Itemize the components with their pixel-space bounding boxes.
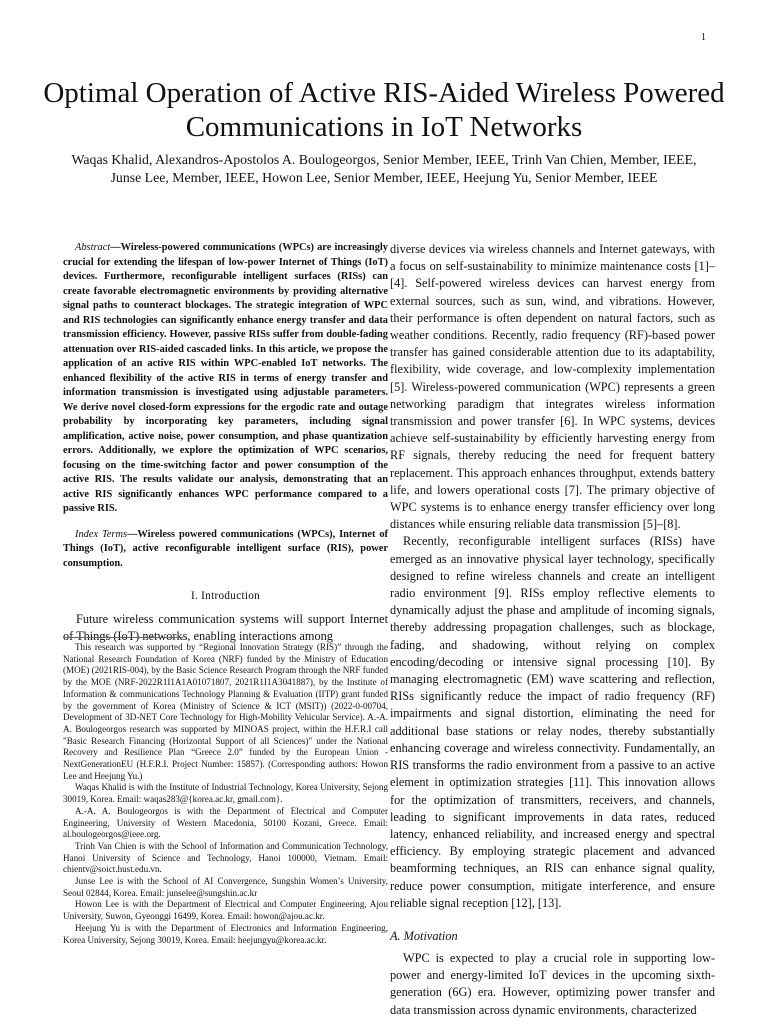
index-terms [63, 528, 388, 572]
footnote-funding: This research was supported by “Regional Innovation Strategy (RIS)” through the National Research Foundation of Korea (NRF) funded by the Ministry of Education (MOE) (2021RIS-004), by the Basic Science Research Program through the NRF funded by the MOE (NRF-2022R1I1A1A01071807, 2021R1I1A3041887), by the Institute of Information & communications Technology Planning & Evaluation (IITP) grant funded by the government of Korea (Ministry of Science & ICT (MSIT)) (2022-0-00704, Development of 3D-NET Core Technology for High-Mobility Vehicular Service). A.-A. A. Boulogeorgos research was supported by MINOAS project, within the H.F.R.I call "Basic Research Financing (Horizontal Support of all Sciences)" under the National Recovery and Resilience Plan “Greece 2.0” funded by the European Union - NextGenerationEU (H.F.R.I. Project Number: 15857). (Corresponding authors: Howon Lee and Heejung Yu.) [63, 642, 388, 781]
author-line-2: Junse Lee, Member, IEEE, Howon Lee, Senior Member, IEEE, Heejung Yu, Senior Member, IEEE [110, 170, 658, 185]
index-terms-text: —Wireless powered communications (WPCs), Internet of Things (IoT), active reconfigurable intelligent surface (RIS), power consumption. [63, 528, 389, 569]
footnote-author-1: Waqas Khalid is with the Institute of Industrial Technology, Korea University, Sejong 30019, Korea. Email: waqas283@{korea.ac.kr, gmail.com}. [63, 782, 388, 805]
footnote-author-4: Junse Lee is with the School of AI Convergence, Sungshin Women’s University, Seoul 02844, Korea. Email: junselee@sungshin.ac.kr [63, 876, 388, 898]
page-number: 1 [701, 32, 706, 43]
footnote-author-6: Heejung Yu is with the Department of Electronics and Information Engineering, Korea University, Sejong 30019, Korea. Email: heejungyu@korea.ac.kr. [63, 922, 388, 945]
footnote-rule [63, 637, 183, 638]
abstract-text: —Wireless-powered communications (WPCs) are increasingly crucial for extending the lifespan of low-power Internet of Things (IoT) devices. Furthermore, reconfigurable intelligent surfaces (RISs) can create favorable electromagnetic environments by providing alternative signal paths to counteract blockages. The strategic integration of WPC and RIS technologies can significantly enhance energy transfer and data transmission efficiency. However, passive RISs suffer from double-fading attenuation over RIS-aided cascaded links. In this article, we propose the application of an active RIS within WPC-enabled IoT networks. The enhanced flexibility of the active RIS in terms of energy transfer and information transmission is investigated using adjustable parameters. We derive novel closed-form expressions for the ergodic rate and outage probability by incorporating key parameters, including signal amplification, active noise, power consumption, and phase quantization errors. Additionally, we explore the optimization of WPC scenarios, focusing on the time-switching factor and power consumption of the active RIS. The results validate our analysis, demonstrating that an active RIS significantly enhances WPC performance compared to a passive RIS. [63, 242, 388, 514]
footnote-author-5: Howon Lee is with the Department of Electrical and Computer Engineering, Ajou University, Suwon, Gyeonggi 16499, Korea. Email: howon@ajou.ac.kr. [63, 899, 388, 922]
intro-paragraph-2: Recently, reconfigurable intelligent surfaces (RISs) have emerged as an innovative physical layer technology, specifically designed to refine wireless channels and create an intelligent radio environment [9]. RISs employ reflective elements to dynamically adjust the phase and amplitude of incoming signals, thereby addressing propagation challenges, such as blockage, fading, and shadowing, without relying on complex encoding/decoding or intensive signal processing [10]. By managing electromagnetic (EM) wave scattering and reflection, RISs significantly reduce the impact of radio frequency (RF) impairments and signal distortion, eliminating the need for additional base stations or relay nodes, thereby substantially enhancing coverage and wireless connectivity. Fundamentally, an RIS transforms the radio environment from a passive to an active element in optimization strategies [11]. This innovation allows for the optimization of transmitters, receivers, and channels, leading to significant improvements in data rates, reduced latency, enhanced reliability, and increased energy and spectral efficiency. By employing strategic placement and advanced beamforming techniques, an RIS can enhance signal quality, reduce power consumption, mitigate interference, and ensure reliable signal reception [12], [13]. [390, 534, 715, 910]
abstract [63, 241, 388, 517]
footnote-author-3: Trinh Van Chien is with the School of Information and Communication Technology, Hanoi University of Science and Technology, Hanoi 100000, Vietnam. Email: chientv@soict.hust.edu.vn. [63, 840, 388, 875]
paper-title: Optimal Operation of Active RIS-Aided Wireless Powered Communications in IoT Networks [43, 77, 725, 143]
intro-paragraph-1: Future wireless communication systems will support Internet of Things (IoT) networks, enabling interactions among [63, 612, 388, 644]
right-column [390, 241, 715, 1019]
author-line-1: Waqas Khalid, Alexandros-Apostolos A. Boulogeorgos, Senior Member, IEEE, Trinh Van Chien, Member, IEEE, [71, 152, 697, 167]
motivation-paragraph-1: WPC is expected to play a crucial role in supporting low-power and energy-limited IoT devices in the upcoming sixth-generation (6G) era. However, optimizing power transfer and data transmission across dynamic environments, characterized [390, 950, 715, 1017]
intro-paragraph-1-continued: diverse devices via wireless channels and Internet gateways, with a focus on self-sustainability to minimize maintenance costs [1]–[4]. Self-powered wireless devices can harvest energy from external sources, such as sun, wind, and vibrations. However, their performance is often dependent on natural factors, such as weather conditions. Recently, radio frequency (RF)-based power transfer has gained considerable attention due to its adaptability, flexibility, wide coverage, and low-complexity implementation [5]. Wireless-powered communication (WPC) represents a green networking paradigm that integrates wireless information transmission and power transfer [6]. In WPC systems, devices achieve self-sustainability by efficiently harvesting energy from RF signals, thereby reducing the need for frequent battery replacement. This approach enhances throughput, extends battery life, and lowers operational costs [7]. The primary objective of WPC systems is to enhance energy transfer efficiency over long distances while ensuring reliable data transmission [5]–[8]. [390, 242, 715, 532]
left-column [63, 241, 388, 645]
author-list [40, 151, 728, 187]
abstract-label: Abstract [75, 242, 111, 253]
index-terms-label: Index Terms [75, 528, 127, 540]
section-heading-introduction: I. Introduction [190, 590, 261, 602]
footnote-author-2: A.-A. A. Boulogeorgos is with the Department of Electrical and Computer Engineering, University of Western Macedonia, 50100 Kozani, Greece. Email: al.boulogeorgos@ieee.org. [63, 805, 388, 840]
subsection-heading-motivation: A. Motivation [390, 928, 458, 943]
footnotes [63, 637, 388, 946]
